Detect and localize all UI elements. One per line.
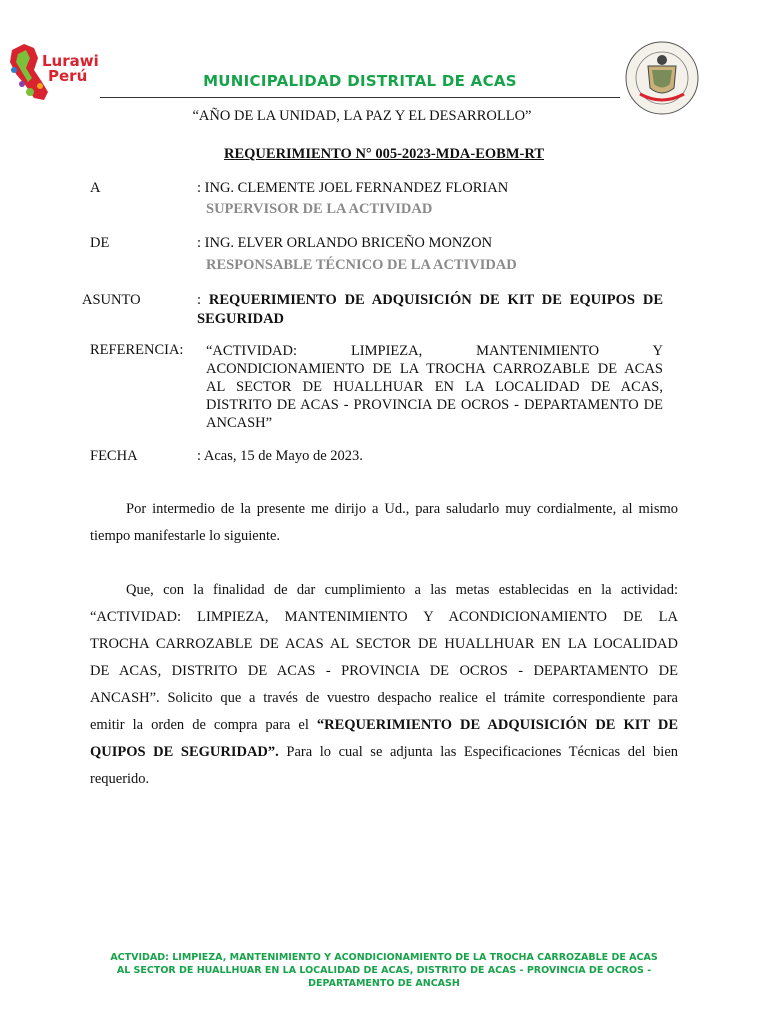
paragraph-line: Por intermedio de la presente me dirijo a Ud., para saludarlo muy cordialmente, al mismo bbox=[126, 501, 678, 517]
date-value: : Acas, 15 de Mayo de 2023. bbox=[197, 448, 363, 464]
reference-line: ANCASH” bbox=[206, 415, 273, 431]
line6-normal: emitir la orden de compra para el bbox=[90, 717, 317, 733]
subject-label: ASUNTO bbox=[82, 292, 141, 308]
reference-line: DISTRITO DE ACAS - PROVINCIA DE OCROS - DEPARTAMENTO DE bbox=[206, 397, 663, 413]
logo-text-line1: Lurawi bbox=[42, 52, 99, 70]
paragraph-line: tiempo manifestarle lo siguiente. bbox=[90, 528, 281, 544]
to-role: SUPERVISOR DE LA ACTIVIDAD bbox=[206, 201, 433, 217]
line7-bold: QUIPOS DE SEGURIDAD”. bbox=[90, 744, 279, 760]
footer-line: ACTVIDAD: LIMPIEZA, MANTENIMIENTO Y ACONDICIONAMIENTO DE LA TROCHA CARROZABLE DE ACAS bbox=[110, 952, 658, 963]
paragraph-request bbox=[90, 577, 678, 793]
paragraph-line bbox=[90, 712, 678, 739]
from-label: DE bbox=[90, 235, 110, 251]
reference-line: ACONDICIONAMIENTO DE LA TROCHA CARROZABLE DE ACAS bbox=[206, 361, 663, 377]
footer-activity bbox=[80, 951, 688, 990]
subject-line1 bbox=[197, 292, 663, 309]
seal-emblem-icon bbox=[618, 38, 706, 118]
year-motto: “AÑO DE LA UNIDAD, LA PAZ Y EL DESARROLLO” bbox=[192, 108, 532, 124]
paragraph-line: “ACTIVIDAD: LIMPIEZA, MANTENIMIENTO Y ACONDICIONAMIENTO DE LA bbox=[90, 609, 678, 625]
logo-text-line2: Perú bbox=[48, 67, 88, 85]
footer-line: DEPARTAMENTO DE ANCASH bbox=[308, 978, 460, 989]
lurawi-peru-logo bbox=[4, 40, 104, 106]
reference-line: “ACTIVIDAD: LIMPIEZA, MANTENIMIENTO Y bbox=[206, 343, 663, 359]
header-divider bbox=[100, 97, 620, 98]
reference-label: REFERENCIA: bbox=[90, 342, 184, 358]
municipality-title: MUNICIPALIDAD DISTRITAL DE ACAS bbox=[203, 72, 517, 90]
subject-line2: SEGURIDAD bbox=[197, 311, 285, 327]
document-title: REQUERIMIENTO N° 005-2023-MDA-EOBM-RT bbox=[224, 146, 544, 162]
date-label: FECHA bbox=[90, 448, 138, 464]
paragraph-line: Que, con la finalidad de dar cumplimiento a las metas establecidas en la actividad: bbox=[126, 582, 678, 598]
to-label: A bbox=[90, 180, 101, 196]
reference-line: AL SECTOR DE HUALLHUAR EN LA LOCALIDAD DE ACAS, bbox=[206, 379, 663, 395]
line7-normal: Para lo cual se adjunta las Especificaciones Técnicas del bien bbox=[278, 744, 679, 760]
paragraph-line: DE ACAS, DISTRITO DE ACAS - PROVINCIA DE OCROS - DEPARTAMENTO DE bbox=[90, 663, 678, 679]
paragraph-line bbox=[90, 739, 678, 766]
from-role: RESPONSABLE TÉCNICO DE LA ACTIVIDAD bbox=[206, 257, 517, 273]
paragraph-line: requerido. bbox=[90, 771, 150, 787]
subject-colon: : bbox=[197, 292, 209, 308]
municipal-seal bbox=[618, 38, 706, 118]
seal-text bbox=[618, 38, 619, 39]
reference-text bbox=[206, 342, 663, 432]
paragraph-line: TROCHA CARROZABLE DE ACAS AL SECTOR DE HUALLHUAR EN LA LOCALIDAD bbox=[90, 636, 678, 652]
paragraph-line: ANCASH”. Solicito que a través de vuestro despacho realice el trámite correspondiente para bbox=[90, 690, 678, 706]
line6-bold: “REQUERIMIENTO DE ADQUISICIÓN DE KIT DE bbox=[316, 717, 678, 733]
paragraph-intro bbox=[90, 496, 678, 550]
subject-text: REQUERIMIENTO DE ADQUISICIÓN DE KIT DE EQUIPOS DE bbox=[208, 292, 663, 308]
from-name: : ING. ELVER ORLANDO BRICEÑO MONZON bbox=[197, 235, 493, 251]
footer-line: AL SECTOR DE HUALLHUAR EN LA LOCALIDAD DE ACAS, DISTRITO DE ACAS - PROVINCIA DE OCROS - bbox=[116, 965, 652, 976]
to-name: : ING. CLEMENTE JOEL FERNANDEZ FLORIAN bbox=[197, 180, 509, 196]
